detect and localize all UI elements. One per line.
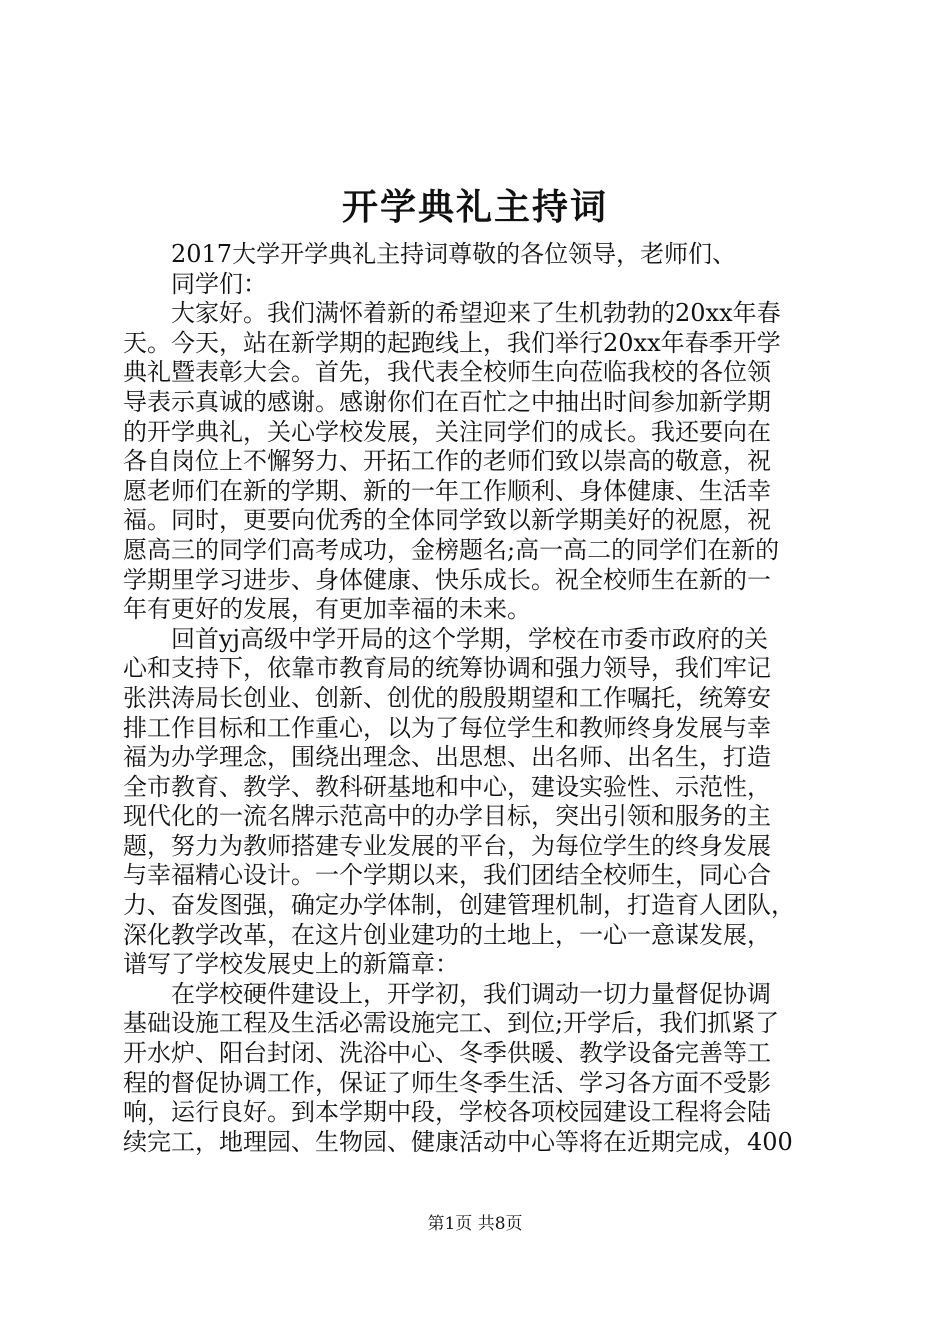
text-line: 响，运行良好。到本学期中段，学校各项校园建设工程将会陆: [123, 1098, 771, 1127]
text-line: 全市教育、教学、教科研基地和中心，建设实验性、示范性，: [123, 772, 771, 801]
paragraph-3: [123, 980, 835, 1158]
text-line: 张洪涛局长创业、创新、创优的殷殷期望和工作嘱托，统筹安: [123, 683, 771, 712]
text-line: 基础设施工程及生活必需设施完工、到位;开学后，我们抓紧了: [123, 1009, 780, 1038]
paragraph-2: [123, 625, 835, 980]
document-body: [123, 240, 835, 1157]
text-line: 学期里学习进步、身体健康、快乐成长。祝全校师生在新的一: [123, 565, 771, 594]
document-title: 开学典礼主持词: [341, 186, 608, 228]
text-line: 大家好。我们满怀着新的希望迎来了生机勃勃的20xx年春: [171, 299, 781, 328]
text-line: 力、奋发图强，确定办学体制，创建管理机制，打造育人团队，: [123, 891, 795, 920]
text-line: 愿老师们在新的学期、新的一年工作顺利、身体健康、生活幸: [123, 476, 771, 505]
text-line: 谱写了学校发展史上的新篇章：: [123, 950, 459, 979]
text-line: 程的督促协调工作，保证了师生冬季生活、学习各方面不受影: [123, 1068, 771, 1097]
text-line: 续完工，地理园、生物园、健康活动中心等将在近期完成，400: [123, 1127, 793, 1156]
page-footer: 第1页 共8页: [427, 1214, 523, 1234]
text-line: 各自岗位上不懈努力、开拓工作的老师们致以崇高的敬意，祝: [123, 447, 771, 476]
intro-line: 同学们：: [171, 269, 267, 298]
text-line: 福为办学理念，围绕出理念、出思想、出名师、出名生，打造: [123, 743, 771, 772]
text-line: 导表示真诚的感谢。感谢你们在百忙之中抽出时间参加新学期: [123, 387, 771, 416]
text-line: 现代化的一流名牌示范高中的办学目标，突出引领和服务的主: [123, 802, 771, 831]
paragraph-1: [123, 299, 835, 625]
intro-paragraph: [123, 240, 835, 299]
text-line: 年有更好的发展，有更加幸福的未来。: [123, 595, 531, 624]
intro-line: 2017大学开学典礼主持词尊敬的各位领导，老师们、: [171, 240, 737, 268]
text-line: 的开学典礼，关心学校发展，关注同学们的成长。我还要向在: [123, 417, 771, 446]
text-line: 题，努力为教师搭建专业发展的平台，为每位学生的终身发展: [123, 831, 771, 860]
text-line: 回首yj高级中学开局的这个学期，学校在市委市政府的关: [171, 624, 768, 653]
text-line: 福。同时，更要向优秀的全体同学致以新学期美好的祝愿，祝: [123, 506, 771, 535]
text-line: 深化教学改革，在这片创业建功的土地上，一心一意谋发展，: [123, 920, 771, 949]
text-line: 心和支持下，依靠市教育局的统筹协调和强力领导，我们牢记: [123, 654, 771, 683]
text-line: 典礼暨表彰大会。首先，我代表全校师生向莅临我校的各位领: [123, 358, 771, 387]
text-line: 开水炉、阳台封闭、洗浴中心、冬季供暖、教学设备完善等工: [123, 1039, 771, 1068]
text-line: 愿高三的同学们高考成功，金榜题名;高一高二的同学们在新的: [123, 535, 780, 564]
text-line: 排工作目标和工作重心，以为了每位学生和教师终身发展与幸: [123, 713, 771, 742]
text-line: 与幸福精心设计。一个学期以来，我们团结全校师生，同心合: [123, 861, 771, 890]
text-line: 在学校硬件建设上，开学初，我们调动一切力量督促协调: [171, 979, 771, 1008]
text-line: 天。今天，站在新学期的起跑线上，我们举行20xx年春季开学: [123, 328, 781, 357]
